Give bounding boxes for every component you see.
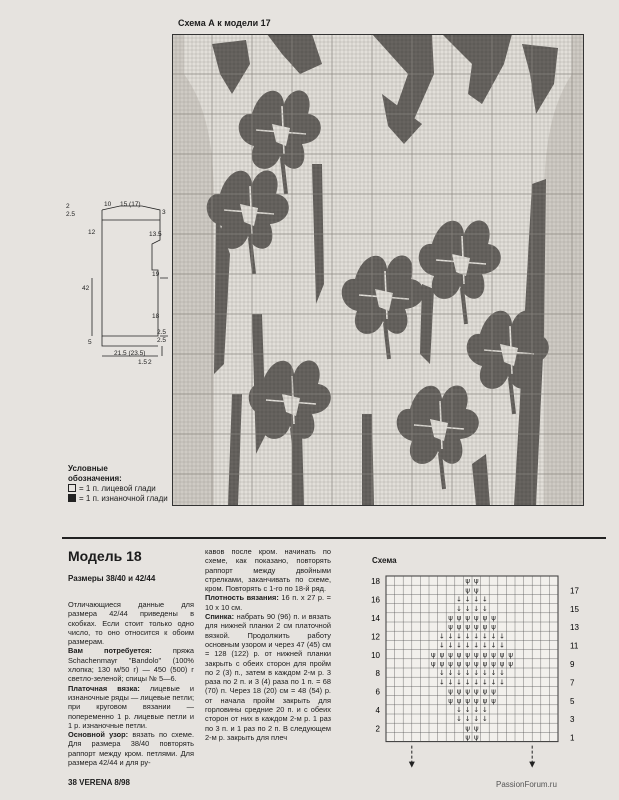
stitch-symbol: ↓: [447, 632, 454, 641]
legend-title-line2: обозначения:: [68, 474, 122, 483]
row-number-right: 17: [570, 586, 579, 596]
dimension-label: 12: [88, 229, 96, 236]
row-number-right: 9: [570, 660, 575, 669]
stitch-symbol: ψ: [491, 650, 496, 659]
row-number-left: 16: [371, 595, 380, 605]
stitch-symbol: ψ: [473, 650, 479, 659]
dimension-label: 2: [148, 359, 152, 366]
row-number-left: 8: [375, 669, 380, 679]
scheme-title: Схема: [372, 556, 397, 565]
stitch-symbol: ψ: [491, 696, 496, 705]
stitch-symbol: ψ: [491, 614, 496, 622]
paragraph-text: вязать по схеме. Для размера 38/40 повторять раппорт между кром. петлями. Для размера 42/44 и для ру-: [68, 730, 194, 768]
stitch-symbol: ↓: [464, 641, 471, 650]
stitch-symbol: ↓: [456, 604, 463, 613]
model-title: Модель 18: [68, 548, 142, 564]
stitch-symbol: ↓: [438, 678, 445, 687]
stitch-symbol: ↓: [464, 595, 471, 604]
stitch-symbol: ↓: [456, 669, 463, 678]
chart-a-title: Схема А к модели 17: [178, 18, 271, 28]
stitch-symbol: ψ: [473, 687, 479, 696]
row-number-left: 12: [371, 632, 380, 642]
stitch-symbol: ψ: [430, 650, 436, 659]
stitch-symbol: ψ: [473, 614, 479, 622]
stitch-symbol: ↓: [490, 669, 497, 678]
stitch-symbol: ψ: [465, 623, 471, 632]
stitch-symbol: ψ: [482, 696, 488, 705]
stitch-symbol: ↓: [473, 604, 480, 613]
stitch-symbol: ↓: [438, 641, 445, 650]
filled-square-icon: [68, 494, 76, 502]
dimension-label: 2.5: [157, 329, 167, 336]
stitch-symbol: ψ: [465, 577, 471, 586]
stitch-symbol: ψ: [499, 660, 505, 668]
paragraph: [68, 600, 194, 646]
repeat-arrow-head: [409, 762, 415, 768]
row-number-right: 3: [570, 715, 575, 725]
stitch-symbol: ↓: [499, 678, 506, 687]
stitch-symbol: ↓: [499, 669, 506, 678]
stitch-symbol: ψ: [482, 660, 488, 668]
stitch-symbol: ψ: [499, 650, 505, 659]
stitch-symbol: ψ: [465, 650, 471, 659]
stitch-symbol: ↓: [438, 632, 445, 641]
paragraph-heading: Плотность вязания:: [205, 593, 279, 603]
stitch-symbol: ψ: [465, 586, 471, 595]
stitch-symbol: ↓: [447, 641, 454, 650]
stitch-symbol: ψ: [448, 623, 453, 632]
instructions-column-2: [205, 547, 331, 742]
paragraph-heading: Платочная вязка:: [68, 683, 140, 693]
page-footer: 38 VERENA 8/98: [68, 778, 130, 787]
stitch-symbol: ψ: [473, 577, 479, 586]
stitch-symbol: ↓: [456, 678, 463, 687]
stitch-symbol: ψ: [465, 687, 471, 696]
row-number-right: 7: [570, 678, 575, 688]
stitch-symbol: ↓: [499, 641, 506, 650]
row-number-left: 6: [375, 687, 380, 697]
dimension-label: 2.5: [66, 211, 76, 218]
stitch-symbol: ψ: [465, 660, 471, 668]
stitch-symbol: ↓: [464, 604, 471, 613]
stitch-scheme: [352, 566, 608, 776]
stitch-symbol: ψ: [465, 724, 471, 733]
stitch-symbol: ψ: [482, 623, 488, 632]
stitch-symbol: ψ: [456, 623, 462, 632]
paragraph-text: Отличающиеся данные для размера 42/44 приведены в скобках. Если стоит только одно число, то оно относится к обоим размерам.: [68, 600, 194, 647]
stitch-symbol: ↓: [456, 715, 463, 724]
dimension-label: 1.5: [138, 359, 148, 366]
stitch-symbol: ψ: [448, 614, 453, 622]
stitch-symbol: ↓: [456, 632, 463, 641]
stitch-symbol: ↓: [499, 632, 506, 641]
instructions-column-1: [68, 600, 194, 767]
paragraph: [68, 730, 194, 767]
dimension-label: 19: [152, 271, 160, 278]
stitch-symbol: ψ: [448, 660, 453, 668]
paragraph-text: 16 п. х 27 р. = 10 х 10 см.: [205, 593, 331, 612]
paragraph: [68, 646, 194, 683]
stitch-symbol: ↓: [481, 715, 488, 724]
row-number-left: 10: [371, 650, 380, 660]
stitch-symbol: ↓: [447, 678, 454, 687]
stitch-symbol: ψ: [473, 696, 479, 705]
paragraph-text: лицевые и изнаночные ряды — лицевые петли; при круговом вязании — попеременно 1 р. лицевые петли и 1 р. изнаночные петли.: [68, 683, 194, 730]
stitch-symbol: ↓: [473, 715, 480, 724]
dimension-label: 10: [104, 201, 112, 208]
stitch-symbol: ↓: [481, 706, 488, 714]
stitch-symbol: ψ: [473, 660, 479, 668]
stitch-symbol: ↓: [481, 641, 488, 650]
stitch-symbol: ψ: [482, 614, 488, 622]
stitch-symbol: ↓: [481, 595, 488, 604]
stitch-symbol: ψ: [491, 623, 496, 632]
dimension-label: 18: [152, 313, 160, 320]
legend-item-purl: = 1 п. изнаночной глади: [68, 494, 168, 504]
stitch-symbol: ψ: [491, 660, 496, 668]
stitch-symbol: ψ: [456, 687, 462, 696]
legend-item-knit: = 1 п. лицевой глади: [68, 484, 168, 494]
row-number-right: 15: [570, 604, 579, 614]
paragraph-heading: Вам потребуется:: [68, 646, 152, 656]
paragraph: [205, 593, 331, 612]
stitch-symbol: ↓: [473, 706, 480, 714]
stitch-symbol: ↓: [481, 669, 488, 678]
stitch-symbol: ψ: [508, 650, 514, 659]
pattern-chart-a: [172, 34, 584, 506]
repeat-arrow-head: [529, 762, 535, 768]
paragraph-text: кавов после кром. начинать по схеме, как показано, повторять раппорт между двойными стрелками, заканчивать по схеме, кром. Повторять с 1-го по 18-й ряд.: [205, 547, 331, 594]
empty-square-icon: [68, 484, 76, 492]
stitch-symbol: ψ: [439, 650, 445, 659]
stitch-symbol: ψ: [508, 660, 514, 668]
stitch-symbol: ↓: [481, 678, 488, 687]
row-number-right: 13: [570, 623, 579, 633]
stitch-symbol: ↓: [456, 595, 463, 604]
paragraph: [205, 612, 331, 742]
stitch-symbol: ψ: [465, 614, 471, 622]
stitch-symbol: ↓: [464, 678, 471, 687]
row-number-right: 11: [570, 641, 579, 651]
dimension-label: 5: [88, 339, 92, 346]
stitch-symbol: ↓: [481, 632, 488, 641]
stitch-symbol: ↓: [456, 706, 463, 714]
stitch-symbol: ↓: [464, 669, 471, 678]
legend-title-line1: Условные: [68, 464, 108, 473]
row-number-right: 1: [570, 733, 575, 743]
stitch-symbol: ψ: [448, 650, 453, 659]
stitch-symbol: ψ: [439, 660, 445, 668]
stitch-symbol: ψ: [473, 623, 479, 632]
stitch-symbol: ψ: [473, 586, 479, 595]
stitch-symbol: ψ: [456, 696, 462, 705]
stitch-symbol: ↓: [464, 715, 471, 724]
stitch-symbol: ψ: [430, 660, 436, 668]
paragraph: [68, 684, 194, 730]
stitch-symbol: ψ: [491, 687, 496, 696]
paragraph: [205, 547, 331, 593]
stitch-symbol: ψ: [448, 687, 453, 696]
stitch-symbol: ↓: [473, 669, 480, 678]
dimension-label: 21.5 (23.5): [114, 350, 146, 357]
dimension-label: 3: [162, 209, 166, 216]
stitch-symbol: ψ: [465, 733, 471, 742]
stitch-symbol: ↓: [464, 632, 471, 641]
stitch-symbol: ↓: [473, 641, 480, 650]
stitch-symbol: ↓: [490, 641, 497, 650]
paragraph-heading: Спинка:: [205, 612, 235, 622]
stitch-symbol: ψ: [473, 733, 479, 742]
stitch-symbol: ψ: [456, 650, 462, 659]
stitch-symbol: ψ: [473, 724, 479, 733]
paragraph-heading: Основной узор:: [68, 730, 129, 740]
dimension-label: 15 (17): [120, 201, 141, 208]
stitch-symbol: ψ: [448, 696, 453, 705]
stitch-symbol: ↓: [490, 632, 497, 641]
section-divider: [62, 537, 606, 539]
model-sizes: Размеры 38/40 и 42/44: [68, 574, 156, 583]
row-number-left: 4: [375, 706, 380, 715]
dimension-label: 2.5: [157, 337, 167, 344]
stitch-symbol: ↓: [438, 669, 445, 678]
stitch-symbol: ↓: [447, 669, 454, 678]
stitch-symbol: ψ: [456, 660, 462, 668]
legend: [68, 464, 168, 504]
stitch-symbol: ψ: [482, 687, 488, 696]
dimension-label: 2: [66, 203, 70, 210]
paragraph-text: пряжа Schachenmayr "Bandolo" (100% хлопка; 130 м/50 г) — 450 (500) г светло-зеленой; спицы № 5—6.: [68, 646, 195, 684]
stitch-symbol: ψ: [482, 650, 488, 659]
garment-schematic: [60, 198, 176, 368]
stitch-symbol: ↓: [464, 706, 471, 714]
row-number-right: 5: [570, 696, 575, 706]
stitch-symbol: ψ: [456, 614, 462, 622]
stitch-symbol: ↓: [473, 595, 480, 604]
stitch-symbol: ψ: [465, 696, 471, 705]
stitch-symbol: ↓: [481, 604, 488, 613]
stitch-symbol: ↓: [490, 678, 497, 687]
stitch-symbol: ↓: [456, 641, 463, 650]
row-number-left: 2: [375, 724, 380, 734]
dimension-label: 13.5: [149, 231, 162, 238]
row-number-left: 14: [371, 614, 380, 623]
stitch-symbol: ↓: [473, 678, 480, 687]
dimension-label: 42: [82, 285, 90, 292]
watermark: PassionForum.ru: [496, 780, 557, 789]
paragraph-text: набрать 90 (96) п. и вязать для нижней планки 2 см платочной вязкой. Продолжить работу основным узором и через 47 (45) см = 128 (122) р. от нижней планки закрыть с обеих сторон для пройм по 2 (3) п., затем в каждом 2-м р. 3 раза по 2 п. и 3 (4) раза по 1 п. = 68 (70) п. Через 18 (20) см = 48 (54) р. от начала пройм закрыть для горловины средние 20 п. и с обеих сторон от них в каждом 2-м р. 1 раз по 3 п. и 1 раз по 2 п. В следующем 2-м р. закрыть для плеч: [205, 612, 331, 742]
row-number-left: 18: [371, 577, 380, 587]
stitch-symbol: ↓: [473, 632, 480, 641]
